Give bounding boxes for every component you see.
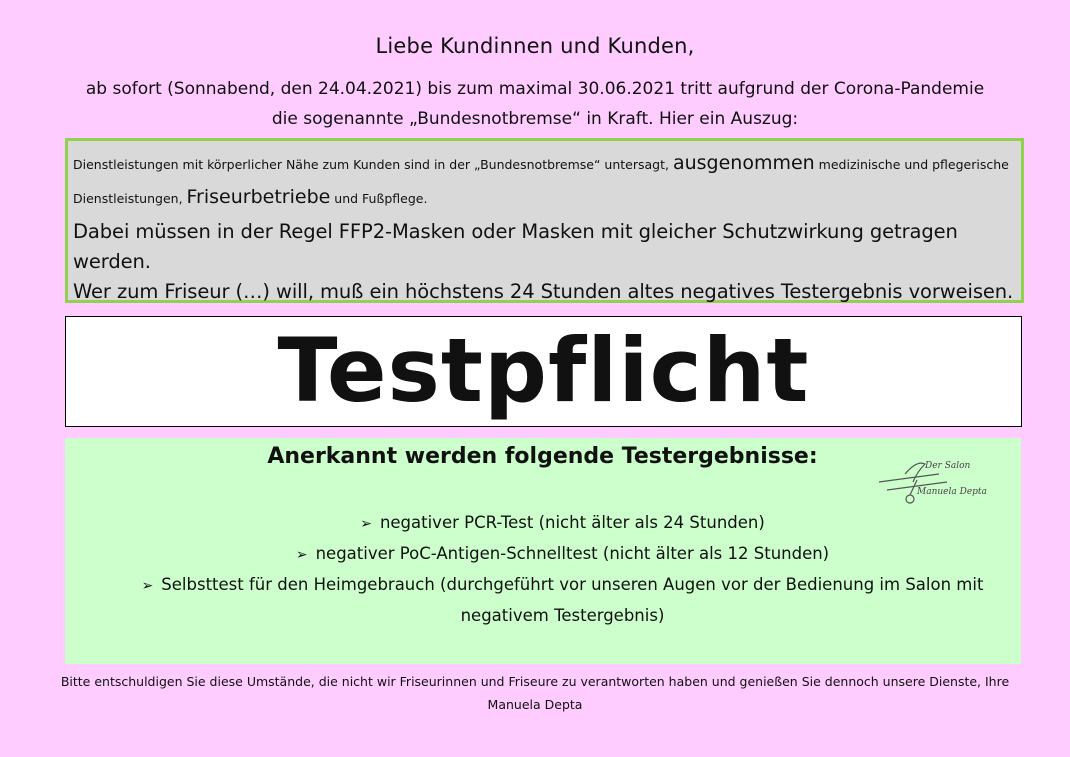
bullet-arrow-icon: ➢: [295, 547, 308, 563]
excerpt-part3: und Fußpflege.: [330, 191, 428, 206]
bullet-arrow-icon: ➢: [141, 578, 154, 594]
list-item: [125, 508, 1000, 539]
excerpt-emphasis-friseurbetriebe: Friseurbetriebe: [186, 186, 331, 208]
logo-line1: Der Salon: [925, 461, 971, 471]
list-item-text: Selbsttest für den Heimgebrauch (durchgeführt vor unseren Augen vor der Bedienung im Salon mit negativem Testergebnis): [161, 575, 984, 625]
logo-line2: Manuela Depta: [917, 487, 987, 497]
excerpt-box: [65, 138, 1024, 303]
excerpt-test-rule: Wer zum Friseur (…) will, muß ein höchstens 24 Stunden altes negatives Testergebnis vorweisen.: [73, 280, 1014, 303]
salon-logo: [877, 452, 997, 506]
tests-box: [65, 438, 1021, 664]
list-item: [125, 570, 1000, 631]
intro-text: ab sofort (Sonnabend, den 24.04.2021) bis zum maximal 30.06.2021 tritt aufgrund der Corona-Pandemie die sogenannte „Bundesnotbremse“ in Kraft. Hier ein Auszug:: [85, 79, 985, 129]
headline: Testpflicht: [277, 319, 810, 422]
tests-title: Anerkannt werden folgende Testergebnisse:: [267, 444, 818, 469]
footer-note: [60, 670, 1010, 716]
footer-signature: Manuela Depta: [487, 697, 583, 712]
list-item-text: negativer PCR-Test (nicht älter als 24 Stunden): [379, 513, 765, 532]
greeting: Liebe Kundinnen und Kunden,: [375, 34, 695, 58]
excerpt-part2: medizinische und pflegerische Dienstleistungen,: [73, 157, 1009, 206]
list-item-text: negativer PoC-Antigen-Schnelltest (nicht älter als 12 Stunden): [315, 544, 830, 563]
bullet-arrow-icon: ➢: [360, 516, 372, 532]
footer-line1: Bitte entschuldigen Sie diese Umstände, die nicht wir Friseurinnen und Friseure zu verantworten haben und genießen Sie dennoch unsere Dienste, Ihre: [60, 674, 1010, 689]
list-item: [125, 539, 1000, 570]
excerpt-emphasis-ausgenommen: ausgenommen: [672, 152, 815, 174]
tests-list: [125, 508, 1000, 631]
scissors-icon: [877, 452, 997, 506]
excerpt-part1: Dienstleistungen mit körperlicher Nähe zum Kunden sind in der „Bundesnotbremse“ untersagt,: [73, 157, 673, 172]
headline-box: [65, 316, 1022, 427]
excerpt-paragraph: [73, 147, 1013, 215]
excerpt-large-text: [73, 217, 1018, 307]
excerpt-mask-rule: Dabei müssen in der Regel FFP2-Masken oder Masken mit gleicher Schutzwirkung getragen werden.: [73, 220, 958, 273]
